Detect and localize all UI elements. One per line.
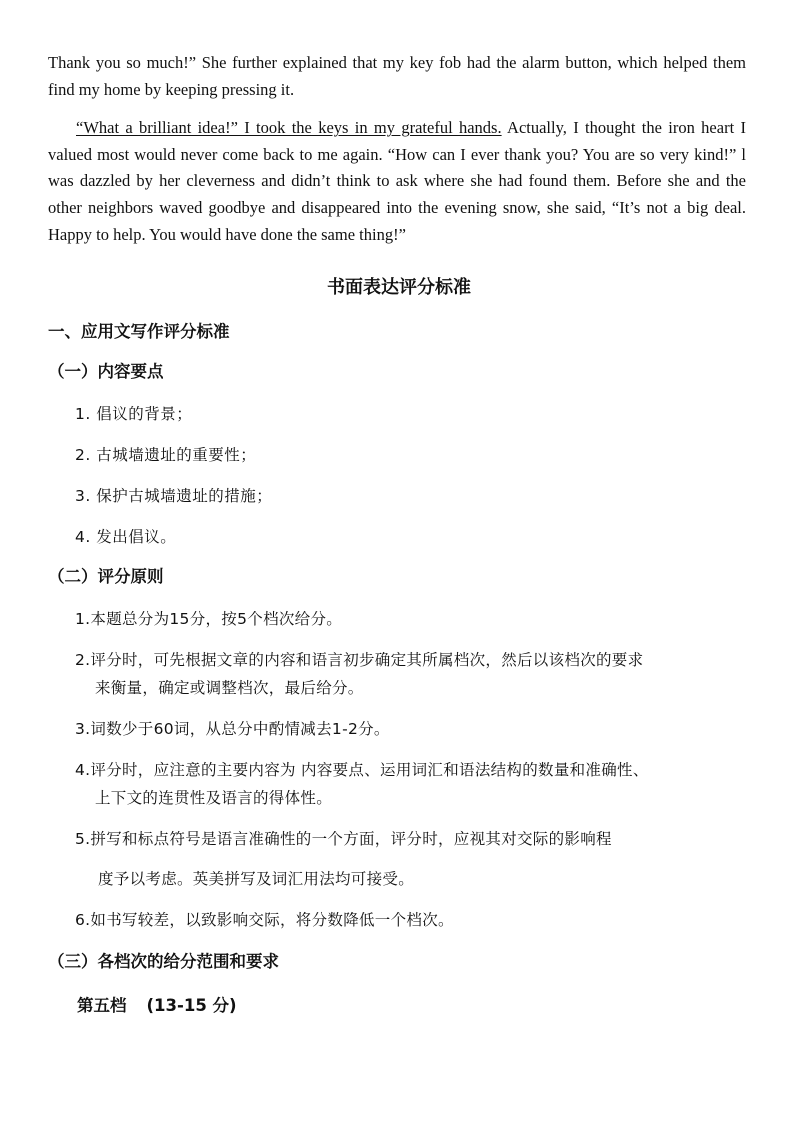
document-page [48, 50, 746, 1018]
scoring-rule-4-line-1: 4.评分时，应注意的主要内容为 内容要点、运用词汇和语法结构的数量和准确性、 [75, 761, 649, 780]
scoring-rule-5-line-2: 度予以考虑。英美拼写及词汇用法均可接受。 [98, 870, 415, 889]
subheading-scoring-principles: （二）评分原则 [48, 567, 164, 587]
scoring-rule-2-line-1: 2.评分时，可先根据文章的内容和语言初步确定其所属档次，然后以该档次的要求 [75, 651, 644, 670]
story-paragraph-1: Thank you so much!” She further explained that my key fob had the alarm button, which helped them find my home by keeping pressing it. [48, 53, 746, 99]
subheading-content-points: （一）内容要点 [48, 362, 164, 382]
content-point-4: 4. 发出倡议。 [75, 528, 177, 547]
tier-5-label: 第五档 [77, 996, 127, 1016]
scoring-rule-1: 1.本题总分为15分，按5个档次给分。 [75, 610, 343, 629]
scoring-rule-3: 3.词数少于60词，从总分中酌情减去1-2分。 [75, 720, 390, 739]
content-point-1: 1. 倡议的背景； [75, 405, 193, 424]
underlined-sentence: “What a brilliant idea!” I took the keys in my grateful hands. [76, 118, 502, 138]
story-paragraph-2-rest: Actually, I thought the iron heart I valued most would never come back to me again. “How can I ever thank you? You are so very kind!” l was dazzled by her cleverness and didn’t think to ask where she had found them. Before she and the other neighbors waved goodbye and disappeared into the evening snow, she said, “It’s not a big deal. Happy to help. You would have done the same thing!” [48, 118, 746, 244]
scoring-rule-2-line-2: 来衡量，确定或调整档次，最后给分。 [95, 679, 364, 698]
scoring-rule-4 [75, 756, 746, 812]
tier-5-heading [77, 994, 746, 1018]
scoring-rule-6: 6.如书写较差，以致影响交际，将分数降低一个档次。 [75, 911, 454, 930]
content-point-3: 3. 保护古城墙遗址的措施； [75, 487, 273, 506]
content-point-2: 2. 古城墙遗址的重要性； [75, 446, 257, 465]
story-paragraph-2 [48, 115, 746, 248]
section-heading-practical-writing: 一、应用文写作评分标准 [48, 322, 230, 342]
scoring-rule-5 [75, 825, 746, 893]
subheading-score-tiers: （三）各档次的给分范围和要求 [48, 952, 279, 972]
scoring-rule-4-line-2: 上下文的连贯性及语言的得体性。 [95, 789, 333, 808]
scoring-rule-5-line-1: 5.拼写和标点符号是语言准确性的一个方面，评分时，应视其对交际的影响程 [75, 830, 612, 849]
tier-5-range: (13-15 分) [146, 996, 237, 1016]
page-title: 书面表达评分标准 [327, 277, 471, 299]
scoring-rule-2 [75, 646, 746, 702]
